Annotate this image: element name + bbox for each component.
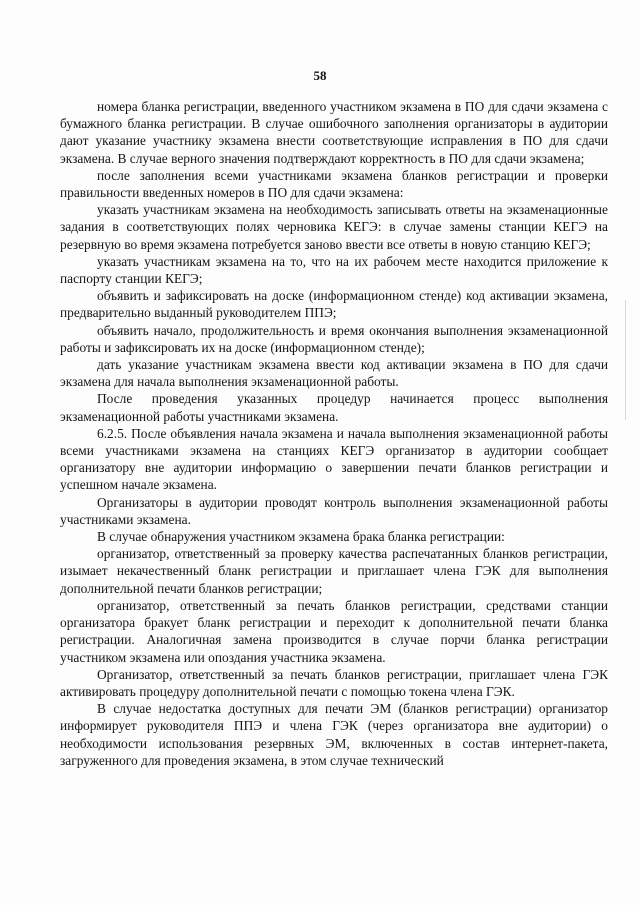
paragraph: после заполнения всеми участниками экзамена бланков регистрации и проверки правильности введенных номеров в ПО для сдачи экзамена: <box>60 167 608 201</box>
paragraph: После проведения указанных процедур начинается процесс выполнения экзаменационной работы участниками экзамена. <box>60 391 608 424</box>
paragraph: указать участникам экзамена на необходимость записывать ответы на экзаменационные задания в соответствующих полях черновика КЕГЭ: в случае замены станции КЕГЭ на резервную во время экзамена потребуется заново ввести все ответы в новую станцию КЕГЭ; <box>60 202 608 252</box>
paragraph: Организаторы в аудитории проводят контроль выполнения экзаменационной работы участниками экзамена. <box>60 494 608 527</box>
scan-edge-mark <box>625 300 626 420</box>
paragraph: 6.2.5. После объявления начала экзамена и начала выполнения экзаменационной работы всеми участниками экзамена на станциях КЕГЭ организатор в аудитории сообщает организатору вне аудитории информацию о завершении печати бланков регистрации и успешном начале экзамена. <box>60 425 608 493</box>
paragraph: В случае недостатка доступных для печати ЭМ (бланков регистрации) организатор информирует руководителя ППЭ и члена ГЭК (через организатора вне аудитории) о необходимости использования резервных ЭМ, включенных в состав интернет-пакета, загруженного для проведения экзамена, в этом случае технический <box>60 701 608 768</box>
paragraph: объявить и зафиксировать на доске (информационном стенде) код активации экзамена, предварительно выданный руководителем ППЭ; <box>60 288 608 321</box>
paragraph: дать указание участникам экзамена ввести код активации экзамена в ПО для сдачи экзамена для начала выполнения экзаменационной работы. <box>60 357 608 390</box>
paragraph: организатор, ответственный за печать бланков регистрации, средствами станции организатора бракует бланк регистрации и переходит к дополнительной печати бланка регистрации. Аналогичная замена производится в случае порчи бланка регистрации участником экзамена или опоздания участника экзамена. <box>60 597 608 665</box>
page-number: 58 <box>313 68 327 83</box>
paragraph: Организатор, ответственный за печать бланков регистрации, приглашает члена ГЭК активировать процедуру дополнительной печати с помощью токена члена ГЭК. <box>60 666 608 699</box>
paragraph: объявить начало, продолжительность и время окончания выполнения экзаменационной работы и зафиксировать их на доске (информационном стенде); <box>60 322 608 355</box>
paragraph: указать участникам экзамена на то, что на их рабочем месте находится приложение к паспорту станции КЕГЭ; <box>60 253 608 287</box>
document-body <box>60 98 608 769</box>
paragraph: В случае обнаружения участником экзамена брака бланка регистрации: <box>97 529 505 545</box>
paragraph: номера бланка регистрации, введенного участником экзамена в ПО для сдачи экзамена с бумажного бланка регистрации. В случае ошибочного заполнения организаторы в аудитории дают указание участнику экзамена внести соответствующие исправления в ПО для сдачи экзамена. В случае верного значения подтверждают корректность в ПО для сдачи экзамена; <box>60 99 608 166</box>
paragraph: организатор, ответственный за проверку качества распечатанных бланков регистрации, изымает некачественный бланк регистрации и приглашает члена ГЭК для выполнения дополнительной печати бланков регистрации; <box>60 546 608 596</box>
